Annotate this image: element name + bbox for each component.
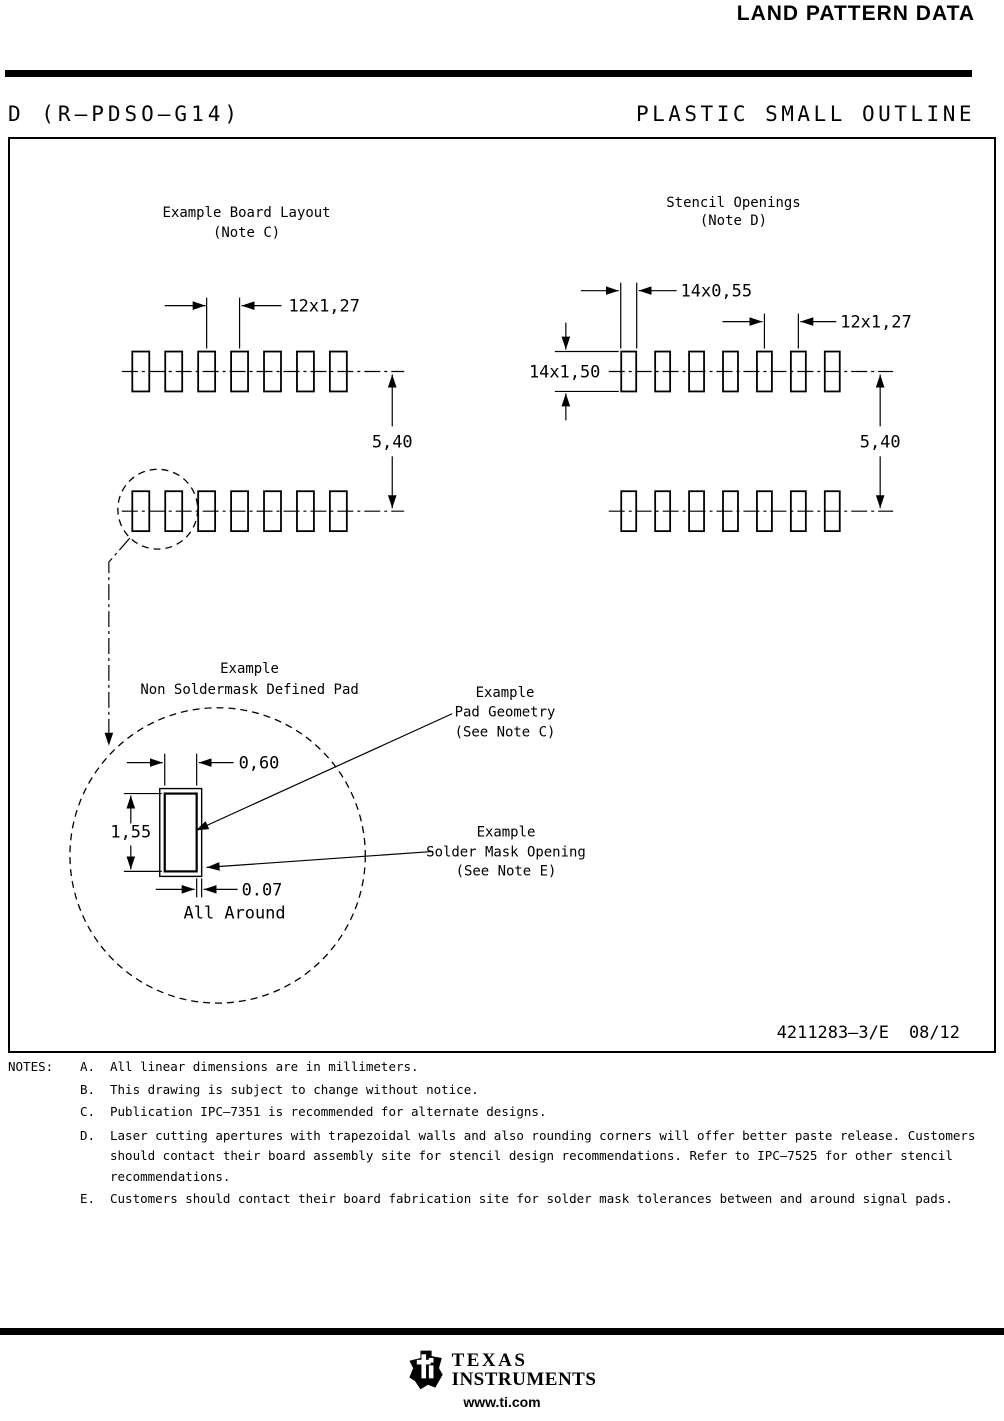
stencil-pitch-dimension [723, 314, 837, 349]
all-around-label: All Around [183, 902, 286, 923]
ti-logo-icon [408, 1349, 445, 1391]
page-title: LAND PATTERN DATA [736, 2, 975, 25]
brand-texas: TEXAS [451, 1350, 528, 1371]
notes-label: NOTES: [8, 1059, 54, 1074]
stencil-span-dim-text: 5,40 [859, 431, 901, 452]
stencil-width-dim-text: 14x0,55 [680, 280, 753, 301]
top-rule [5, 70, 972, 77]
notes-section [8, 1057, 1000, 1212]
solder-mask-opening [160, 789, 202, 877]
doc-date: 08/12 [908, 1022, 960, 1043]
footer-website-link[interactable]: www.ti.com [463, 1394, 541, 1410]
stencil-height-dim-text: 14x1,50 [528, 361, 601, 382]
stencil-note: (Note D) [699, 212, 768, 229]
pad-geometry-leader [196, 714, 452, 831]
stencil-centerlines [609, 371, 893, 511]
package-designator: D (R—PDSO—G14) [8, 102, 242, 126]
package-type-label: PLASTIC SMALL OUTLINE [635, 102, 975, 126]
note-item-d: D. Laser cutting apertures with trapezoidal walls and also rounding corners will offer better paste release. Customers should contact their board assembly site for stencil design recommendations. Refer to IPC—7525 for other stencil recommendations. [80, 1127, 976, 1184]
note-item-a: A. All linear dimensions are in millimeters. [80, 1059, 419, 1074]
brand-instruments: INSTRUMENTS [451, 1369, 597, 1390]
detail-height-dim-text: 1,55 [110, 821, 152, 842]
stencil-width-dimension [581, 283, 677, 349]
land-pattern-drawing [10, 139, 994, 1051]
stencil-pitch-dim-text: 12x1,27 [840, 311, 912, 332]
drawing-frame [8, 137, 996, 1053]
pad-geometry [165, 794, 197, 872]
mask-opening-label-2: Solder Mask Opening [426, 844, 586, 861]
notes-list [8, 1057, 1000, 1210]
detail-clearance-dimension [156, 878, 238, 897]
detail-width-dim-text: 0,60 [238, 752, 280, 773]
detail-leader-line [109, 538, 130, 746]
detail-title: Example [220, 660, 279, 677]
mask-opening-leader [207, 851, 434, 867]
ti-wordmark [452, 1351, 597, 1389]
ti-footer [408, 1349, 597, 1410]
doc-number: 4211283—3/E [776, 1022, 889, 1043]
pad-geometry-label-3: (See Note C) [454, 724, 556, 741]
board-layout-pitch-dimension [165, 298, 282, 349]
doc-reference [777, 1022, 960, 1042]
board-span-dim-text: 5,40 [371, 431, 413, 452]
board-layout-centerlines [122, 371, 404, 511]
board-layout-title: Example Board Layout [162, 204, 331, 221]
detail-subtitle: Non Soldermask Defined Pad [140, 681, 359, 698]
stencil-title: Stencil Openings [666, 194, 801, 211]
board-layout-note: (Note C) [212, 224, 281, 241]
bottom-rule [0, 1328, 1004, 1335]
mask-opening-label-1: Example [476, 824, 536, 841]
note-item-b: B. This drawing is subject to change without notice. [80, 1081, 479, 1097]
detail-view-circle [70, 708, 365, 1003]
note-item-c: C. Publication IPC—7351 is recommended for alternate designs. [80, 1104, 547, 1119]
detail-width-dimension [127, 754, 234, 786]
pad-geometry-label-1: Example [475, 684, 535, 701]
pad-geometry-label-2: Pad Geometry [454, 704, 556, 721]
note-item-e: E. Customers should contact their board fabrication site for solder mask tolerances between and around signal pads. [80, 1191, 953, 1206]
detail-clearance-dim-text: 0.07 [241, 879, 283, 900]
mask-opening-label-3: (See Note E) [455, 863, 557, 880]
board-pitch-dim-text: 12x1,27 [288, 295, 360, 316]
detail-callout-circle [118, 469, 198, 549]
